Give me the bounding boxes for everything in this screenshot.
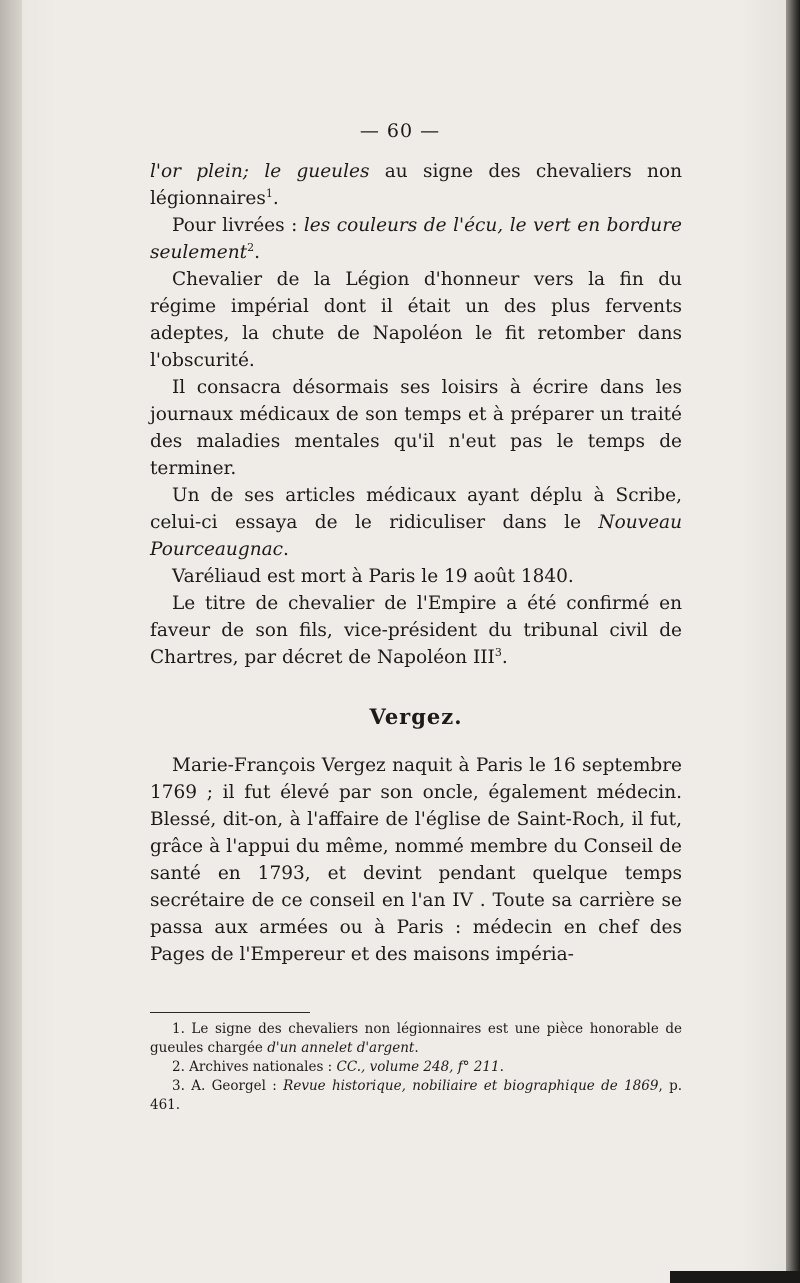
footnote-1: 1. Le signe des chevaliers non légionnaires est une pièce honorable de gueules chargée d'un annelet d'argent.	[150, 1021, 682, 1056]
page-right-edge	[786, 0, 800, 1283]
paragraph-6: Varéliaud est mort à Paris le 19 août 1840.	[172, 566, 574, 587]
footnote-2: 2. Archives nationales : CC., volume 248, f° 211.	[172, 1059, 504, 1075]
paragraph-8: Marie-François Vergez naquit à Paris le 16 septembre 1769 ; il fut élevé par son oncle, également médecin. Blessé, dit-on, à l'affaire de l'église de Saint-Roch, il fut, grâce à l'appui du même, nommé membre du Conseil de santé en 1793, et devint pendant quelque temps secrétaire de ce conseil en l'an IV . Toute sa carrière se passa aux armées ou à Paris : médecin en chef des Pages de l'Empereur et des maisons impéria-	[150, 755, 682, 965]
page-number: — 60 —	[359, 120, 441, 142]
footnote-ref-1[interactable]: 1	[265, 186, 273, 200]
footnotes	[150, 1020, 682, 1115]
paragraph-1-italic: l'or plein; le gueules	[150, 161, 370, 182]
paragraph-1: l'or plein; le gueules au signe des chevaliers non légionnaires$^1$.	[150, 161, 682, 209]
section-title: Vergez.	[369, 704, 463, 729]
scan-bottom-shadow	[670, 1271, 800, 1283]
page-left-edge	[0, 0, 22, 1283]
footnote-ref-3[interactable]: 3	[494, 645, 502, 659]
paragraph-4: Il consacra désormais ses loisirs à écrire dans les journaux médicaux de son temps et à préparer un traité des maladies mentales qu'il n'eut pas le temps de terminer.	[150, 377, 682, 479]
paragraph-5: Un de ses articles médicaux ayant déplu à Scribe, celui-ci essaya de le ridiculiser dans le Nouveau Pourceaugnac.	[150, 485, 682, 560]
footnote-ref-2[interactable]: 2	[247, 240, 255, 254]
paragraph-5-italic: Nouveau Pourceaugnac	[150, 512, 682, 560]
footnote-3: 3. A. Georgel : Revue historique, nobiliaire et biographique de 1869, p. 461.	[150, 1078, 683, 1113]
paragraph-2: Pour livrées : les couleurs de l'écu, le vert en bordure seulement$^2$.	[150, 215, 682, 263]
paragraph-2-italic: les couleurs de l'écu, le vert en bordure seulement	[150, 215, 682, 263]
footnote-rule	[150, 1012, 310, 1013]
paragraph-3: Chevalier de la Légion d'honneur vers la fin du régime impérial dont il était un des plus fervents adeptes, la chute de Napoléon le fit retomber dans l'obscurité.	[150, 269, 682, 371]
paragraph-7: Le titre de chevalier de l'Empire a été confirmé en faveur de son fils, vice-président du tribunal civil de Chartres, par décret de Napoléon III$^3$.	[150, 593, 682, 668]
body-text	[150, 158, 682, 968]
